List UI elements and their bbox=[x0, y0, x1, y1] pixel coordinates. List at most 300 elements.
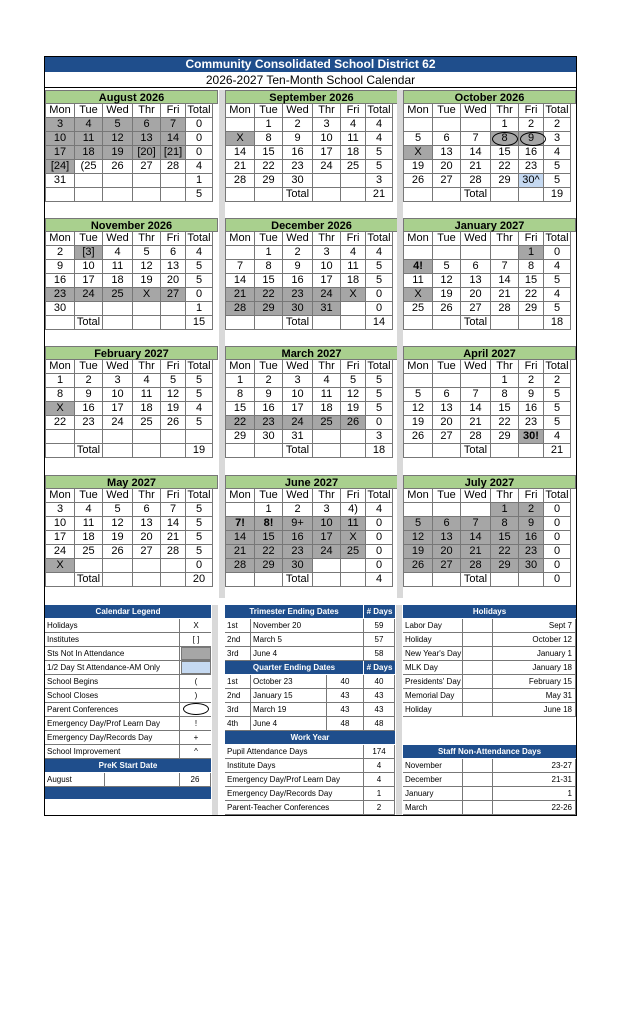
day-cell bbox=[403, 573, 433, 587]
weekday-header: Wed bbox=[103, 104, 133, 118]
day-cell: 9 bbox=[75, 388, 103, 402]
table-row bbox=[45, 647, 211, 661]
week-total: 4 bbox=[186, 160, 213, 174]
day-cell bbox=[75, 430, 103, 444]
day-cell: 11 bbox=[403, 274, 433, 288]
week-total: 0 bbox=[544, 531, 571, 545]
day-cell: 5 bbox=[433, 260, 461, 274]
table-row bbox=[225, 801, 395, 815]
legend-symbol bbox=[181, 661, 211, 674]
day-cell: 9 bbox=[45, 260, 75, 274]
day-cell: 25 bbox=[133, 416, 161, 430]
day-cell: 29 bbox=[255, 174, 283, 188]
quarter-days: 43 bbox=[364, 689, 395, 702]
weekday-header: Total bbox=[544, 232, 571, 246]
day-cell: 6 bbox=[133, 118, 161, 132]
legend-symbol bbox=[181, 703, 211, 716]
day-cell: 5 bbox=[103, 118, 133, 132]
weekday-header: Fri bbox=[519, 489, 544, 503]
day-cell: 15 bbox=[255, 274, 283, 288]
day-cell bbox=[341, 559, 366, 573]
trimester-term: 1st bbox=[225, 619, 251, 632]
day-cell: X bbox=[341, 531, 366, 545]
day-cell bbox=[255, 316, 283, 330]
week-total: 4 bbox=[186, 246, 213, 260]
day-cell bbox=[519, 444, 544, 458]
prek-blank bbox=[105, 773, 180, 786]
week-total: 21 bbox=[544, 444, 571, 458]
day-cell bbox=[133, 430, 161, 444]
day-cell: 29 bbox=[491, 559, 519, 573]
day-cell: 7! bbox=[225, 517, 255, 531]
day-cell: 9 bbox=[519, 388, 544, 402]
week-total: 5 bbox=[366, 374, 393, 388]
holiday-blank bbox=[463, 689, 493, 702]
table-row bbox=[45, 675, 211, 689]
weekday-header: Mon bbox=[403, 360, 433, 374]
week-total: 18 bbox=[544, 316, 571, 330]
weekday-header: Total bbox=[544, 489, 571, 503]
total-label: Total bbox=[75, 444, 103, 458]
weekday-header: Thr bbox=[133, 489, 161, 503]
quarter-count: 48 bbox=[327, 717, 364, 730]
day-cell bbox=[225, 316, 255, 330]
weekday-header: Mon bbox=[403, 232, 433, 246]
month-name: January 2027 bbox=[403, 218, 576, 232]
day-cell: 29 bbox=[255, 559, 283, 573]
day-cell: 11 bbox=[75, 132, 103, 146]
week-total: 4 bbox=[544, 430, 571, 444]
day-cell: 7 bbox=[461, 517, 491, 531]
day-cell: 24 bbox=[45, 545, 75, 559]
day-cell: 22 bbox=[225, 416, 255, 430]
day-cell bbox=[461, 503, 491, 517]
day-cell: 16 bbox=[75, 402, 103, 416]
day-cell: 30 bbox=[283, 302, 313, 316]
table-row bbox=[45, 661, 211, 675]
weekday-header: Mon bbox=[225, 104, 255, 118]
day-cell: 24 bbox=[283, 416, 313, 430]
weekday-header: Wed bbox=[283, 232, 313, 246]
week-total: 5 bbox=[366, 274, 393, 288]
day-cell: 1 bbox=[491, 118, 519, 132]
staff-dates: 22-26 bbox=[493, 801, 576, 814]
table-row bbox=[225, 773, 395, 787]
weekday-header: Wed bbox=[461, 232, 491, 246]
total-label: Total bbox=[283, 444, 313, 458]
weekday-header: Thr bbox=[491, 489, 519, 503]
total-label: Total bbox=[75, 573, 103, 587]
weekday-header: Thr bbox=[491, 360, 519, 374]
staff-month: November bbox=[403, 759, 463, 772]
week-total: 5 bbox=[186, 416, 213, 430]
day-cell bbox=[45, 573, 75, 587]
trimester-date: November 20 bbox=[251, 619, 364, 632]
day-cell: 29 bbox=[491, 430, 519, 444]
holiday-blank bbox=[463, 661, 493, 674]
staff-dates: 21-31 bbox=[493, 773, 576, 786]
table-row bbox=[45, 703, 211, 717]
day-cell: 30! bbox=[519, 430, 544, 444]
day-cell: 5 bbox=[161, 374, 186, 388]
holiday-date: Sept 7 bbox=[493, 619, 576, 632]
table-row bbox=[45, 717, 211, 731]
day-cell: [20] bbox=[133, 146, 161, 160]
day-cell: 8 bbox=[519, 260, 544, 274]
week-total: 5 bbox=[544, 402, 571, 416]
holiday-date: January 18 bbox=[493, 661, 576, 674]
trimester-title: Trimester Ending Dates bbox=[225, 605, 363, 618]
day-cell: 4 bbox=[133, 374, 161, 388]
day-cell: 27 bbox=[161, 288, 186, 302]
day-cell: 2 bbox=[283, 118, 313, 132]
table-row bbox=[225, 647, 395, 661]
day-cell bbox=[103, 573, 133, 587]
day-cell: 22 bbox=[255, 288, 283, 302]
day-cell bbox=[433, 573, 461, 587]
calendar-sheet bbox=[44, 56, 577, 816]
quarter-title: Quarter Ending Dates bbox=[225, 661, 363, 674]
weekday-header: Total bbox=[186, 489, 213, 503]
holiday-name: Labor Day bbox=[403, 619, 463, 632]
week-total: 0 bbox=[186, 559, 213, 573]
day-cell: 17 bbox=[75, 274, 103, 288]
day-cell bbox=[313, 188, 341, 202]
day-cell: (25 bbox=[75, 160, 103, 174]
day-cell bbox=[225, 188, 255, 202]
work-year-title: Work Year bbox=[225, 731, 395, 744]
month-grid bbox=[403, 360, 571, 458]
quarter-date: June 4 bbox=[251, 717, 327, 730]
day-cell: 9+ bbox=[283, 517, 313, 531]
legend-symbol: X bbox=[193, 621, 199, 630]
day-cell: 18 bbox=[75, 146, 103, 160]
table-row bbox=[403, 689, 576, 703]
day-cell bbox=[491, 573, 519, 587]
total-label: Total bbox=[75, 316, 103, 330]
week-total: 5 bbox=[366, 402, 393, 416]
day-cell: 17 bbox=[103, 402, 133, 416]
day-cell: 26 bbox=[403, 430, 433, 444]
day-cell: 2 bbox=[519, 118, 544, 132]
legend-symbol: + bbox=[193, 733, 199, 742]
table-row bbox=[403, 787, 576, 801]
day-cell: 17 bbox=[313, 531, 341, 545]
day-cell: X bbox=[403, 146, 433, 160]
day-cell: 28 bbox=[461, 430, 491, 444]
weekday-header: Mon bbox=[225, 489, 255, 503]
day-cell bbox=[491, 246, 519, 260]
weekday-header: Total bbox=[544, 104, 571, 118]
week-total bbox=[186, 430, 213, 444]
day-cell bbox=[255, 573, 283, 587]
day-cell: 21 bbox=[461, 545, 491, 559]
weekday-header: Thr bbox=[133, 360, 161, 374]
week-total: 5 bbox=[186, 545, 213, 559]
legend-label: Emergency Day/Prof Learn Day bbox=[45, 717, 180, 730]
day-cell bbox=[461, 246, 491, 260]
day-cell: 7 bbox=[491, 260, 519, 274]
table-row bbox=[403, 703, 576, 717]
day-cell: 12 bbox=[341, 388, 366, 402]
day-cell: 24 bbox=[75, 288, 103, 302]
day-cell: 11 bbox=[341, 132, 366, 146]
day-cell: 21 bbox=[225, 545, 255, 559]
day-cell bbox=[45, 188, 75, 202]
day-cell: 21 bbox=[491, 288, 519, 302]
day-cell bbox=[75, 302, 103, 316]
day-cell bbox=[491, 316, 519, 330]
legend-symbol: [ ] bbox=[192, 635, 200, 644]
weekday-header: Tue bbox=[255, 232, 283, 246]
day-cell bbox=[45, 444, 75, 458]
day-cell: 30 bbox=[283, 559, 313, 573]
day-cell bbox=[161, 188, 186, 202]
day-cell bbox=[403, 118, 433, 132]
quarter-term: 2nd bbox=[225, 689, 251, 702]
total-label: Total bbox=[461, 188, 491, 202]
day-cell: 15 bbox=[491, 402, 519, 416]
day-cell bbox=[403, 246, 433, 260]
day-cell: 4 bbox=[75, 503, 103, 517]
staff-blank bbox=[463, 801, 493, 814]
work-year-label: Parent-Teacher Conferences bbox=[225, 801, 364, 814]
day-cell: 15 bbox=[491, 146, 519, 160]
day-cell: 7 bbox=[161, 503, 186, 517]
day-cell: 1 bbox=[491, 374, 519, 388]
day-cell: 10 bbox=[313, 260, 341, 274]
day-cell: 8 bbox=[491, 388, 519, 402]
holiday-blank bbox=[463, 703, 493, 716]
day-cell: 12 bbox=[161, 388, 186, 402]
day-cell: 4! bbox=[403, 260, 433, 274]
weekday-header: Thr bbox=[133, 104, 161, 118]
week-total: 5 bbox=[544, 388, 571, 402]
weekday-header: Thr bbox=[313, 489, 341, 503]
weekday-header: Fri bbox=[519, 360, 544, 374]
day-cell bbox=[225, 444, 255, 458]
day-cell: 20 bbox=[433, 545, 461, 559]
day-cell: 2 bbox=[255, 374, 283, 388]
day-cell: 23 bbox=[519, 160, 544, 174]
weekday-header: Total bbox=[366, 489, 393, 503]
weekday-header: Fri bbox=[161, 360, 186, 374]
day-cell bbox=[313, 316, 341, 330]
weekday-header: Thr bbox=[313, 360, 341, 374]
weekday-header: Total bbox=[186, 232, 213, 246]
legend-symbol bbox=[181, 647, 211, 660]
day-cell: 22 bbox=[491, 416, 519, 430]
weekday-header: Mon bbox=[225, 360, 255, 374]
day-cell: 13 bbox=[433, 146, 461, 160]
day-cell bbox=[519, 573, 544, 587]
weekday-header: Tue bbox=[255, 104, 283, 118]
work-year-label: Pupil Attendance Days bbox=[225, 745, 364, 758]
day-cell: 23 bbox=[75, 416, 103, 430]
holidays-title: Holidays bbox=[403, 605, 576, 618]
trimester-date: June 4 bbox=[251, 647, 364, 660]
table-row bbox=[225, 759, 395, 773]
month-grid bbox=[403, 232, 571, 330]
day-cell: 24 bbox=[103, 416, 133, 430]
month-grid bbox=[225, 104, 393, 202]
day-cell: 13 bbox=[133, 517, 161, 531]
day-cell: X bbox=[45, 402, 75, 416]
day-cell bbox=[161, 430, 186, 444]
week-total: 0 bbox=[366, 559, 393, 573]
week-total: 4 bbox=[544, 146, 571, 160]
day-cell: 23 bbox=[519, 416, 544, 430]
day-cell bbox=[313, 444, 341, 458]
week-total: 5 bbox=[544, 274, 571, 288]
weekday-header: Thr bbox=[313, 104, 341, 118]
table-row bbox=[403, 773, 576, 787]
day-cell: 22 bbox=[491, 160, 519, 174]
holiday-date: October 12 bbox=[493, 633, 576, 646]
week-total: 0 bbox=[366, 517, 393, 531]
day-cell: 11 bbox=[341, 517, 366, 531]
day-cell: 3 bbox=[313, 246, 341, 260]
holiday-date: June 18 bbox=[493, 703, 576, 716]
week-total: 5 bbox=[366, 146, 393, 160]
day-cell: 8 bbox=[491, 132, 519, 146]
day-cell bbox=[403, 374, 433, 388]
column-separator bbox=[397, 90, 403, 598]
week-total: 21 bbox=[366, 188, 393, 202]
day-cell: 5 bbox=[403, 517, 433, 531]
total-label: Total bbox=[461, 316, 491, 330]
day-cell: 23 bbox=[255, 416, 283, 430]
panel-separator bbox=[212, 605, 218, 815]
day-cell: 14 bbox=[491, 274, 519, 288]
day-cell: 11 bbox=[75, 517, 103, 531]
day-cell bbox=[519, 316, 544, 330]
day-cell bbox=[461, 374, 491, 388]
day-cell bbox=[433, 503, 461, 517]
day-cell bbox=[313, 573, 341, 587]
week-total: 0 bbox=[366, 416, 393, 430]
day-cell: 22 bbox=[255, 160, 283, 174]
holiday-name: Holiday bbox=[403, 633, 463, 646]
day-cell: 12 bbox=[103, 517, 133, 531]
weekday-header: Mon bbox=[45, 360, 75, 374]
month-grid bbox=[403, 104, 571, 202]
day-cell: 2 bbox=[283, 246, 313, 260]
weekday-header: Tue bbox=[433, 104, 461, 118]
day-cell: 23 bbox=[283, 288, 313, 302]
day-cell: 26 bbox=[403, 174, 433, 188]
day-cell: 8 bbox=[255, 132, 283, 146]
table-row bbox=[403, 633, 576, 647]
weekday-header: Tue bbox=[255, 489, 283, 503]
total-label: Total bbox=[283, 188, 313, 202]
weekday-header: Thr bbox=[491, 104, 519, 118]
day-cell: 30 bbox=[283, 174, 313, 188]
day-cell: 2 bbox=[519, 503, 544, 517]
day-cell: 9 bbox=[519, 517, 544, 531]
total-label: Total bbox=[283, 573, 313, 587]
week-total: 5 bbox=[186, 374, 213, 388]
day-cell bbox=[133, 444, 161, 458]
week-total: 0 bbox=[544, 573, 571, 587]
weekday-header: Mon bbox=[225, 232, 255, 246]
holiday-name: Memorial Day bbox=[403, 689, 463, 702]
day-cell bbox=[225, 573, 255, 587]
day-cell bbox=[255, 188, 283, 202]
weekday-header: Wed bbox=[283, 489, 313, 503]
day-cell: 13 bbox=[461, 274, 491, 288]
table-row bbox=[225, 689, 395, 703]
day-cell: 16 bbox=[519, 531, 544, 545]
day-cell: X bbox=[341, 288, 366, 302]
day-cell bbox=[133, 188, 161, 202]
week-total: 0 bbox=[544, 503, 571, 517]
weekday-header: Wed bbox=[283, 360, 313, 374]
day-cell: 8! bbox=[255, 517, 283, 531]
table-row bbox=[403, 759, 576, 773]
day-cell: 30 bbox=[255, 430, 283, 444]
day-cell: 17 bbox=[283, 402, 313, 416]
day-cell: 27 bbox=[461, 302, 491, 316]
table-row bbox=[45, 731, 211, 745]
weekday-header: Wed bbox=[461, 104, 491, 118]
day-cell: 10 bbox=[283, 388, 313, 402]
legend-label: Parent Conferences bbox=[45, 703, 180, 716]
weekday-header: Wed bbox=[283, 104, 313, 118]
day-cell: 26 bbox=[341, 416, 366, 430]
day-cell: [24] bbox=[45, 160, 75, 174]
day-cell: 19 bbox=[103, 531, 133, 545]
day-cell: 19 bbox=[103, 146, 133, 160]
weekday-header: Thr bbox=[491, 232, 519, 246]
legend-label: School Closes bbox=[45, 689, 180, 702]
legend-label: 1/2 Day St Attendance-AM Only bbox=[45, 661, 180, 674]
weekday-header: Fri bbox=[519, 232, 544, 246]
month-name: August 2026 bbox=[45, 90, 218, 104]
trimester-days: 59 bbox=[364, 619, 395, 632]
weekday-header: Fri bbox=[341, 360, 366, 374]
day-cell: 19 bbox=[341, 402, 366, 416]
weekday-header: Tue bbox=[75, 489, 103, 503]
staff-blank bbox=[463, 773, 493, 786]
day-cell bbox=[313, 559, 341, 573]
day-cell: 5 bbox=[403, 132, 433, 146]
day-cell: 28 bbox=[161, 160, 186, 174]
trimester-days: 57 bbox=[364, 633, 395, 646]
day-cell: 21 bbox=[225, 288, 255, 302]
day-cell: 17 bbox=[45, 146, 75, 160]
day-cell: 10 bbox=[75, 260, 103, 274]
day-cell: 24 bbox=[313, 545, 341, 559]
legend-label: Emergency Day/Records Day bbox=[45, 731, 180, 744]
quarter-count: 40 bbox=[327, 675, 364, 688]
day-cell: 13 bbox=[433, 531, 461, 545]
month-grid bbox=[225, 360, 393, 458]
day-cell: 25 bbox=[75, 545, 103, 559]
week-total: 5 bbox=[186, 260, 213, 274]
quarter-days: 48 bbox=[364, 717, 395, 730]
legend-label: School Improvement bbox=[45, 745, 180, 758]
day-cell: 28 bbox=[461, 559, 491, 573]
day-cell: 24 bbox=[313, 160, 341, 174]
day-cell: 6 bbox=[161, 246, 186, 260]
day-cell: [3] bbox=[75, 246, 103, 260]
weekday-header: Wed bbox=[103, 232, 133, 246]
weekday-header: Total bbox=[186, 360, 213, 374]
day-cell: 7 bbox=[461, 132, 491, 146]
legend-symbol: ^ bbox=[194, 747, 198, 756]
weekday-header: Tue bbox=[433, 489, 461, 503]
